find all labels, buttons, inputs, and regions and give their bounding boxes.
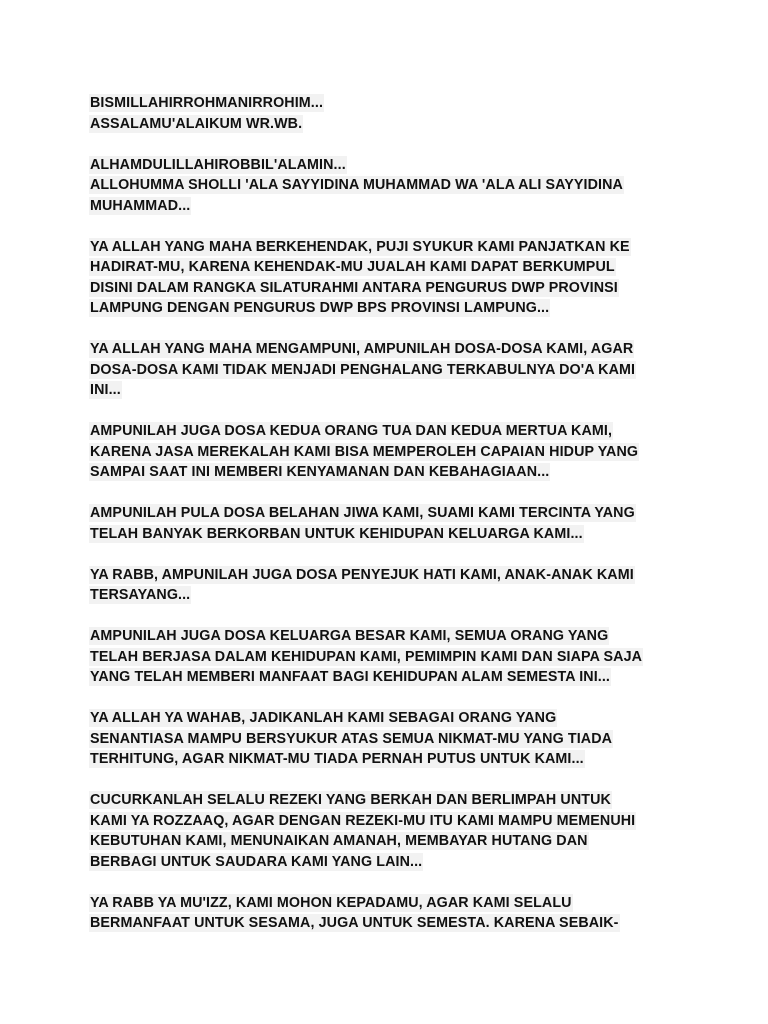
text-line	[90, 298, 690, 319]
text-line-content: BERBAGI UNTUK SAUDARA KAMI YANG LAIN...	[90, 853, 423, 870]
text-line	[90, 913, 690, 934]
text-line	[90, 749, 690, 770]
paragraph	[90, 565, 690, 606]
text-line-content: KEBUTUHAN KAMI, MENUNAIKAN AMANAH, MEMBAYAR HUTANG DAN	[90, 833, 588, 849]
text-line-content: ALHAMDULILLAHIROBBIL'ALAMIN...	[90, 156, 346, 173]
text-line	[90, 462, 690, 483]
text-line	[90, 380, 690, 401]
text-line-content: YA ALLAH YANG MAHA BERKEHENDAK, PUJI SYUKUR KAMI PANJATKAN KE	[90, 238, 630, 255]
text-line-content: TELAH BANYAK BERKORBAN UNTUK KEHIDUPAN KELUARGA KAMI...	[90, 525, 583, 542]
text-line-content: MUHAMMAD...	[90, 197, 191, 214]
text-line-content: TELAH BERJASA DALAM KEHIDUPAN KAMI, PEMIMPIN KAMI DAN SIAPA SAJA	[90, 648, 643, 665]
paragraph	[90, 626, 690, 688]
paragraph	[90, 708, 690, 770]
text-line	[90, 585, 690, 606]
text-line-content: AMPUNILAH JUGA DOSA KEDUA ORANG TUA DAN KEDUA MERTUA KAMI,	[90, 423, 613, 439]
text-line-content: YA ALLAH YANG MAHA MENGAMPUNI, AMPUNILAH DOSA-DOSA KAMI, AGAR	[90, 341, 634, 357]
text-line	[90, 524, 690, 545]
text-line-content: HADIRAT-MU, KARENA KEHENDAK-MU JUALAH KAMI DAPAT BERKUMPUL	[90, 259, 615, 275]
text-line-content: BERMANFAAT UNTUK SESAMA, JUGA UNTUK SEMESTA. KARENA SEBAIK-	[90, 915, 619, 931]
text-line	[90, 667, 690, 688]
text-line	[90, 708, 690, 729]
text-line-content: ALLOHUMMA SHOLLI 'ALA SAYYIDINA MUHAMMAD WA 'ALA ALI SAYYIDINA	[90, 177, 623, 193]
paragraph	[90, 237, 690, 319]
text-line-content: YA ALLAH YA WAHAB, JADIKANLAH KAMI SEBAGAI ORANG YANG	[90, 710, 557, 726]
text-line	[90, 893, 690, 914]
text-line-content: TERHITUNG, AGAR NIKMAT-MU TIADA PERNAH PUTUS UNTUK KAMI...	[90, 751, 584, 767]
text-line	[90, 729, 690, 750]
text-line	[90, 626, 690, 647]
paragraph	[90, 339, 690, 401]
text-line-content: YANG TELAH MEMBERI MANFAAT BAGI KEHIDUPAN ALAM SEMESTA INI...	[90, 669, 610, 685]
text-line	[90, 647, 690, 668]
text-line	[90, 421, 690, 442]
paragraph	[90, 893, 690, 934]
text-line-content: YA RABB, AMPUNILAH JUGA DOSA PENYEJUK HATI KAMI, ANAK-ANAK KAMI	[90, 566, 634, 583]
text-line	[90, 852, 690, 873]
text-line	[90, 360, 690, 381]
text-line	[90, 790, 690, 811]
text-line	[90, 155, 690, 176]
text-line-content: TERSAYANG...	[90, 587, 191, 603]
paragraph	[90, 790, 690, 872]
text-line-content: BISMILLAHIRROHMANIRROHIM...	[90, 95, 324, 111]
text-line	[90, 831, 690, 852]
text-line	[90, 565, 690, 586]
text-line-content: AMPUNILAH JUGA DOSA KELUARGA BESAR KAMI, SEMUA ORANG YANG	[90, 628, 609, 644]
text-line-content: LAMPUNG DENGAN PENGURUS DWP BPS PROVINSI LAMPUNG...	[90, 300, 550, 316]
text-line	[90, 257, 690, 278]
text-line	[90, 278, 690, 299]
text-line-content: AMPUNILAH PULA DOSA BELAHAN JIWA KAMI, SUAMI KAMI TERCINTA YANG	[90, 505, 635, 521]
text-line	[90, 114, 690, 135]
text-line	[90, 93, 690, 114]
text-line	[90, 196, 690, 217]
text-line-content: KAMI YA ROZZAAQ, AGAR DENGAN REZEKI-MU ITU KAMI MAMPU MEMENUHI	[90, 812, 636, 829]
text-line-content: ASSALAMU'ALAIKUM WR.WB.	[90, 115, 303, 132]
text-line-content: KARENA JASA MEREKALAH KAMI BISA MEMPEROLEH CAPAIAN HIDUP YANG	[90, 443, 639, 460]
paragraph	[90, 421, 690, 483]
text-line-content: SAMPAI SAAT INI MEMBERI KENYAMANAN DAN KEBAHAGIAAN...	[90, 464, 550, 480]
text-line	[90, 237, 690, 258]
prayer-text	[90, 93, 690, 954]
text-line-content: SENANTIASA MAMPU BERSYUKUR ATAS SEMUA NIKMAT-MU YANG TIADA	[90, 730, 613, 747]
paragraph	[90, 503, 690, 544]
text-line-content: DISINI DALAM RANGKA SILATURAHMI ANTARA PENGURUS DWP PROVINSI	[90, 279, 618, 296]
text-line-content: DOSA-DOSA KAMI TIDAK MENJADI PENGHALANG TERKABULNYA DO'A KAMI	[90, 361, 636, 378]
text-line	[90, 339, 690, 360]
paragraph	[90, 93, 690, 134]
text-line	[90, 503, 690, 524]
text-line-content: INI...	[90, 382, 121, 398]
text-line-content: CUCURKANLAH SELALU REZEKI YANG BERKAH DAN BERLIMPAH UNTUK	[90, 792, 611, 808]
text-line	[90, 175, 690, 196]
text-line	[90, 442, 690, 463]
text-line-content: YA RABB YA MU'IZZ, KAMI MOHON KEPADAMU, AGAR KAMI SELALU	[90, 894, 572, 911]
paragraph	[90, 155, 690, 217]
text-line	[90, 811, 690, 832]
